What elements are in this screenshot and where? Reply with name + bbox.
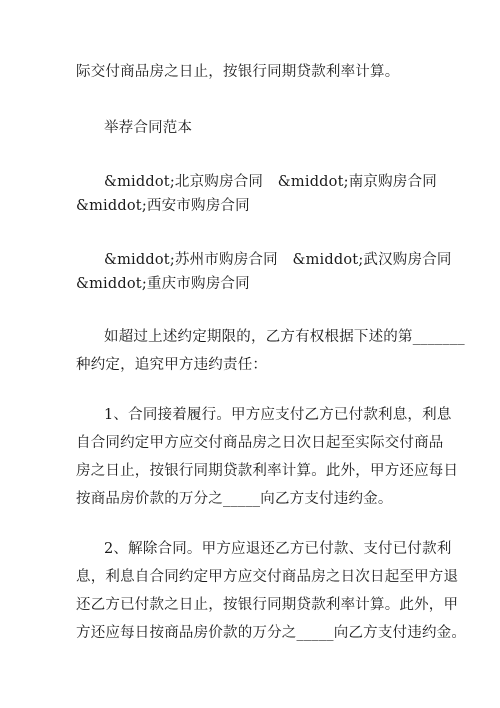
contract-link-line[interactable]: &middot;重庆市购房合同 (76, 276, 250, 292)
contract-link-line[interactable]: &middot;苏州市购房合同 &middot;武汉购房合同 (104, 252, 452, 268)
contract-link-line[interactable]: &middot;北京购房合同 &middot;南京购房合同 (104, 174, 437, 190)
clause-line: 息，利息自合同约定甲方应交付商品房之日次日起至甲方退 (76, 569, 459, 585)
clause-line: 还乙方已付款之日止，按银行同期贷款利率计算。此外，甲 (76, 597, 459, 613)
clause-line: 房之日止，按银行同期贷款利率计算。此外，甲方还应每日 (76, 463, 459, 479)
clause-line: 方还应每日按商品房价款的万分之_____向乙方支付违约金。 (76, 625, 467, 641)
clause-line: 按商品房价款的万分之_____向乙方支付违约金。 (76, 491, 393, 507)
clause-line: 2、解除合同。甲方应退还乙方已付款、支付已付款利 (104, 541, 452, 557)
contract-link-line[interactable]: &middot;西安市购房合同 (76, 198, 250, 214)
paragraph-line: 如超过上述约定期限的，乙方有权根据下述的第_______ (104, 329, 465, 345)
clause-line: 1、合同接着履行。甲方应支付乙方已付款利息，利息 (104, 407, 452, 423)
clause-line: 自合同约定甲方应交付商品房之日次日起至实际交付商品 (76, 435, 444, 451)
section-heading: 举荐合同范本 (104, 120, 193, 136)
paragraph-line: 种约定，追究甲方违约责任： (76, 357, 268, 373)
paragraph-line: 际交付商品房之日止，按银行同期贷款利率计算。 (76, 64, 400, 80)
